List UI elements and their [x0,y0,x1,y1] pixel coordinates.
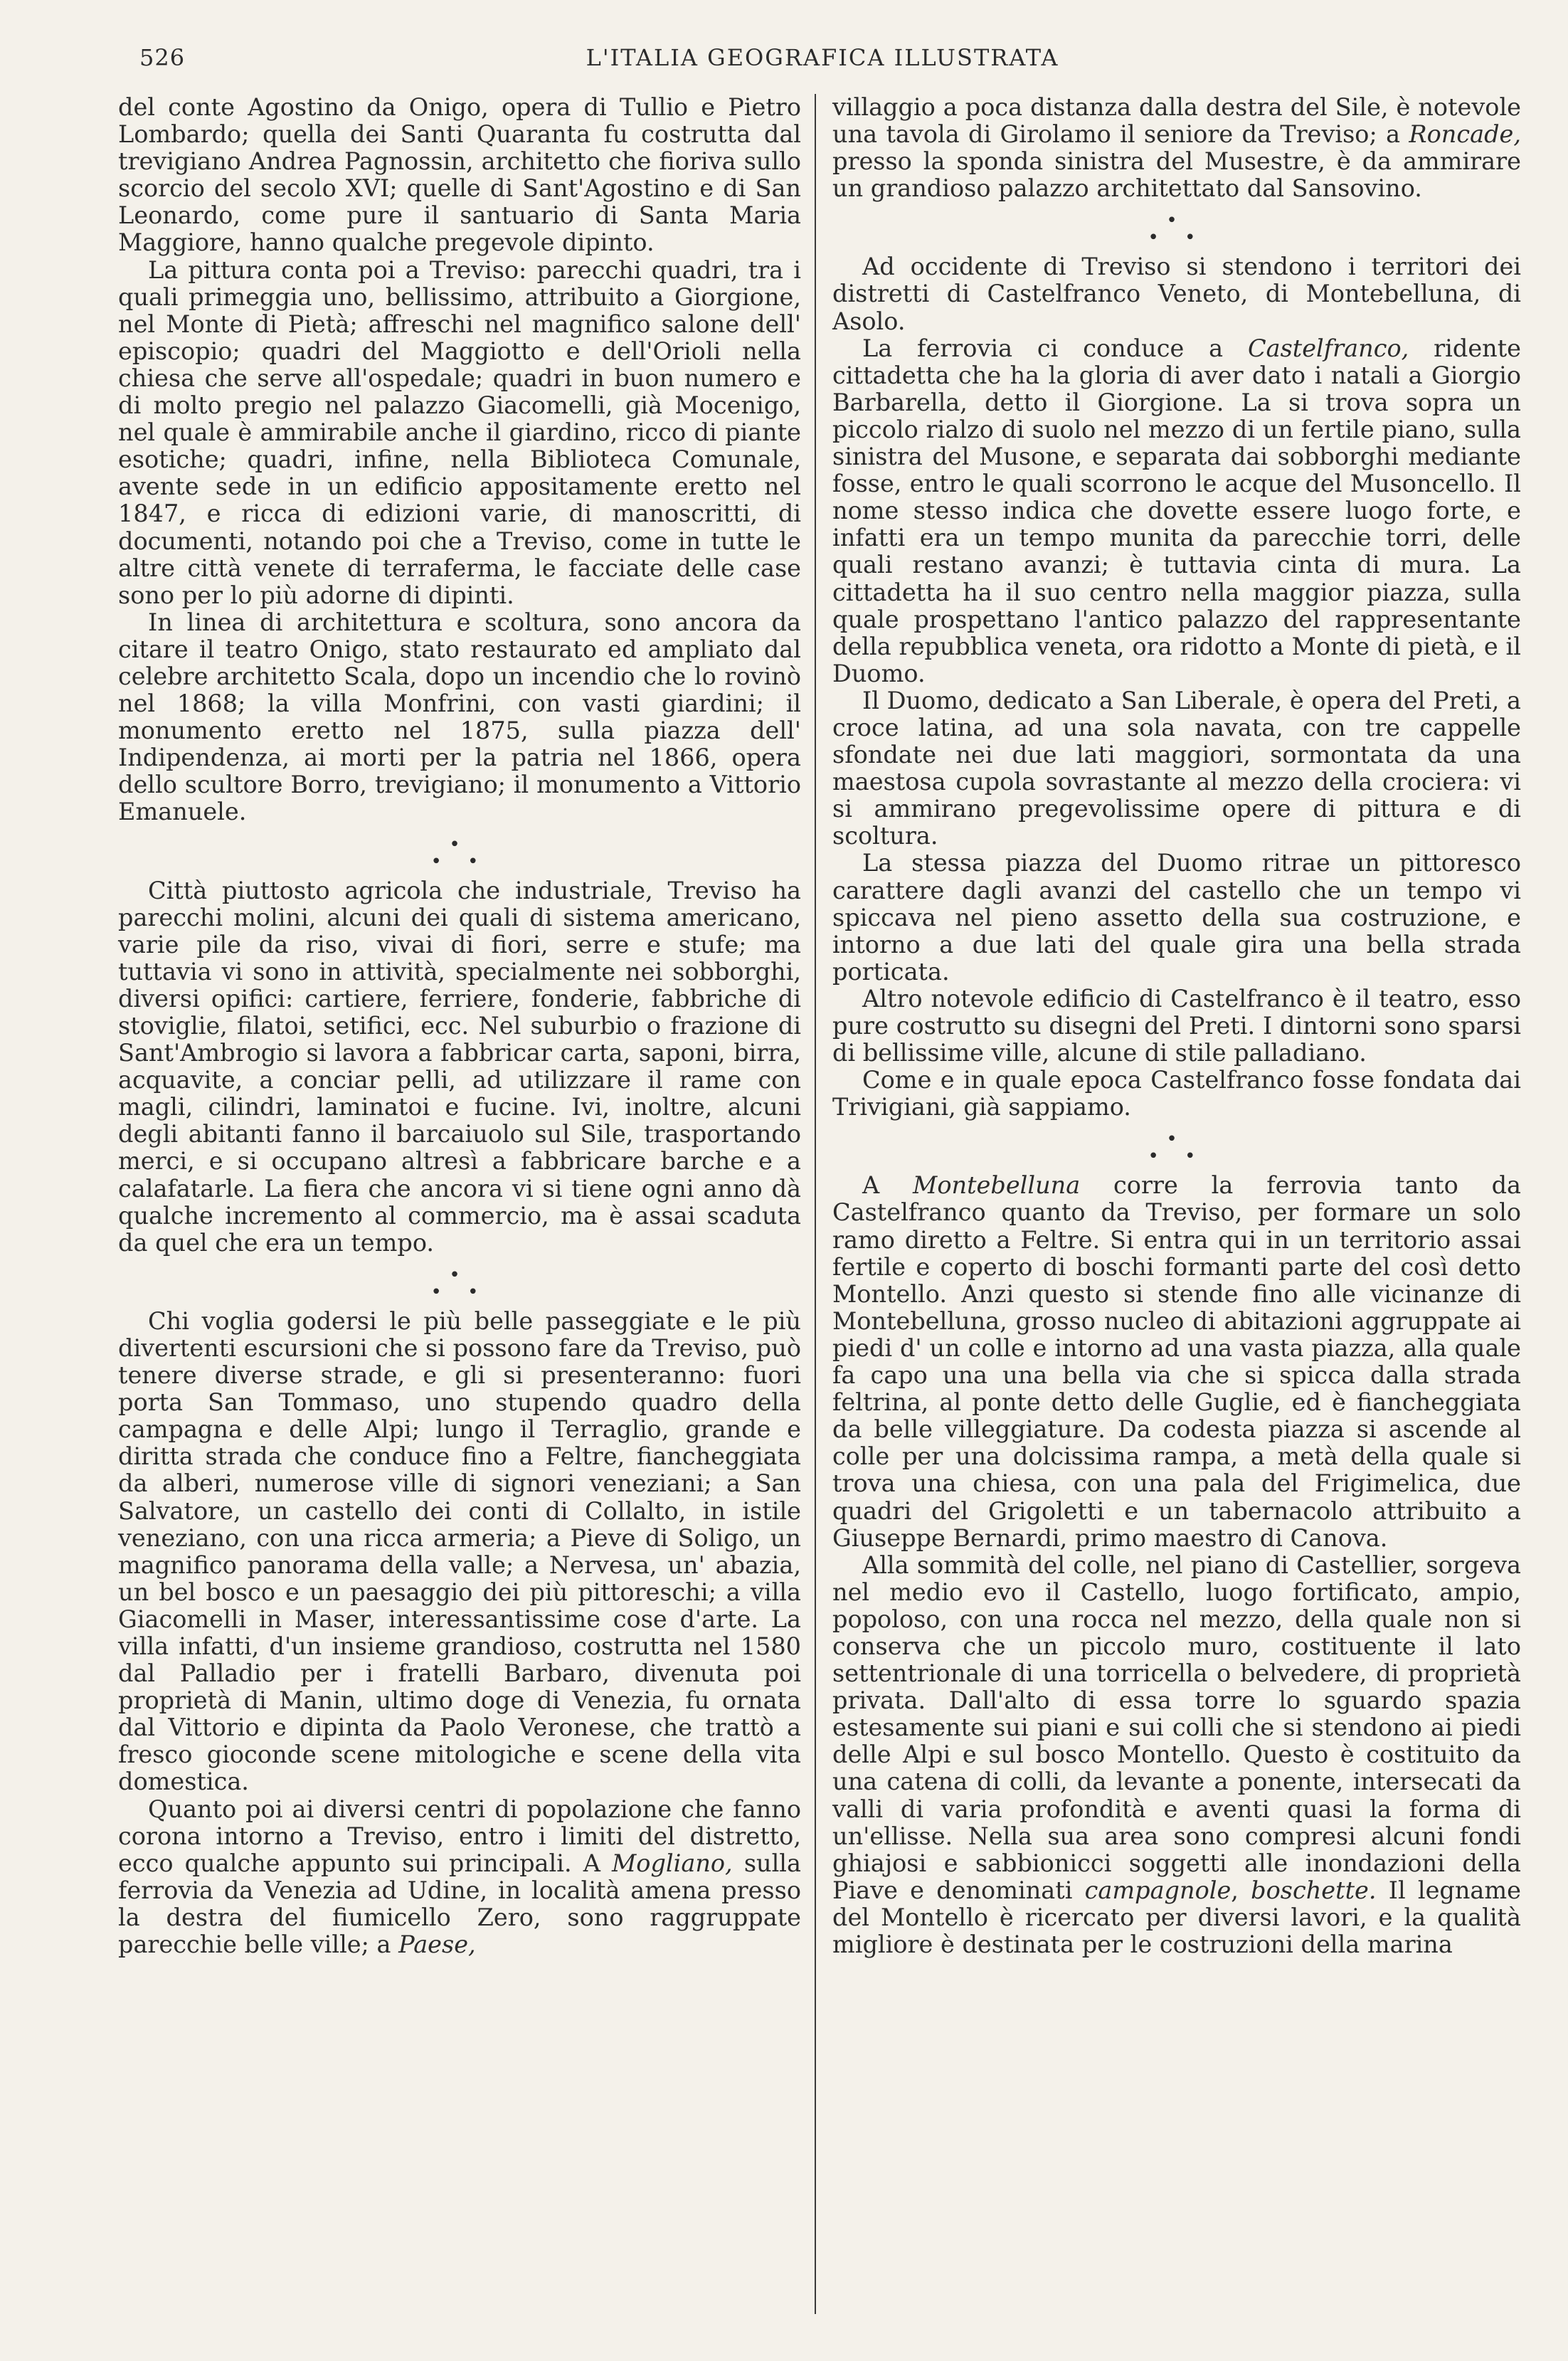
column-divider [815,94,816,2314]
paragraph [832,335,1521,687]
paragraph [832,1172,1521,1551]
paragraph: Il Duomo, dedicato a San Liberale, è opera del Preti, a croce latina, ad una sola navata, con tre cappelle sfondate nei due lati maggiori, sormontata da una maestosa cupola sovrastante al mezzo della crociera: vi si ammirano pregevolissime opere di pittura e di scoltura. [832,686,1521,850]
paragraph: In linea di architettura e scoltura, sono ancora da citare il teatro Onigo, stato restaurato ed ampliato dal celebre architetto Scala, dopo un incendio che lo rovinò nel 1868; la villa Monfrini, con vasti giardini; il monumento eretto nel 1875, sulla piazza dell' Indipendenza, ai morti per la patria nel 1866, opera dello scultore Borro, trevigiano; il monumento a Vittorio Emanuele. [118,608,801,826]
text-run: A [862,1171,913,1200]
text-run: presso la sponda sinistra del Musestre, è da ammirare un grandioso palazzo architettato dal Sansovino. [832,147,1521,203]
text-run: sulla ferrovia da Venezia ad Udine, in località amena presso la destra del fiumicello Zero, sono raggruppate parecchie belle ville; a [118,1849,801,1958]
term: campagnole [1084,1876,1231,1904]
place-name: Roncade, [1409,120,1521,149]
paragraph: La stessa piazza del Duomo ritrae un pittoresco carattere dagli avanzi del castello che un tempo vi spiccava nel pieno assetto della sua costruzione, e intorno a due lati del quale gira una bella strada porticata. [832,849,1521,986]
paragraph: Come e in quale epoca Castelfranco fosse fondata dai Trivigiani, già sappiamo. [832,1066,1521,1121]
right-column [832,94,1521,1958]
place-name: Montebelluna [913,1171,1081,1200]
running-title: L'ITALIA GEOGRAFICA ILLUSTRATA [586,44,1059,71]
page-header [139,44,1505,84]
text-run: Alla sommità del colle, nel piano di Castellier, sorgeva nel medio evo il Castello, luogo fortificato, ampio, popoloso, con una rocca nel mezzo, della quale non si conserva che un piccolo muro, costituente il lato settentrionale di una torricella o belvedere, di proprietà privata. Dall'alto di essa torre lo sguardo spazia estesamente sui piani e sui colli che si stendono ai piedi delle Alpi e sul bosco Montello. Questo è costituito da una catena di colli, da levante a ponente, intersecati da valli di varia profondità e aventi quasi la forma di un'ellisse. Nella sua area sono compresi alcuni fondi ghiajosi e sabbionicci soggetti alle inondazioni della Piave e denominati [832,1551,1521,1904]
ornament-dot: • [1166,1129,1187,1151]
text-run: Quanto poi ai diversi centri di popolazione che fanno corona intorno a Treviso, entro i limiti del distretto, ecco qualche appunto sui principali. A [118,1795,801,1877]
term: boschette. [1251,1876,1377,1904]
ornament-dots: • • [1148,1146,1206,1168]
text-run: ridente cittadetta che ha la gloria di aver dato i natali a Giorgio Barbarella, detto il Giorgione. La si trova sopra un piccolo rialzo di suolo nel mezzo di un fertile piano, sulla sinistra del Musone, e separata dai sobborghi mediante fosse, entro le quali scorrono le acque del Musoncello. Il nome stesso indica che dovette essere luogo forte, e infatti era un tempo munita da parecchie torri, delle quali restano avanzi; è tuttavia cinta di mura. La cittadetta ha il suo centro nella maggior piazza, sulla quale prospettano l'antico palazzo del rappresentante della repubblica veneta, ora ridotto a Monte di pietà, e il Duomo. [832,334,1522,687]
paragraph: Chi voglia godersi le più belle passeggiate e le più divertenti escursioni che si possono fare da Treviso, può tenere diverse strade, e gli si presenteranno: fuori porta San Tommaso, uno stupendo quadro della campagna e delle Alpi; lungo il Terraglio, grande e diritta strada che conduce fino a Feltre, fiancheggiata da alberi, numerose ville di signori veneziani; a San Salvatore, un castello dei conti di Collalto, in istile veneziano, con una ricca armeria; a Pieve di Soligo, un magnifico panorama della valle; a Nervesa, un' abazia, un bel bosco e un paesaggio dei più pittoreschi; a villa Giacomelli in Maser, interessantissime cose d'arte. La villa infatti, d'un insieme grandioso, costrutta nel 1580 dal Palladio per i fratelli Barbaro, divenuta poi proprietà di Manin, ultimo doge di Venezia, fu ornata dal Vittorio e dipinta da Paolo Veronese, che trattò a fresco gioconde scene mitologiche e scene della vita domestica. [118,1306,801,1796]
ornament-dots: • • [1148,227,1206,249]
text-run: La ferrovia ci conduce a [862,334,1248,362]
text-run: , [1231,1876,1251,1904]
paragraph [118,1796,801,1959]
paragraph [832,94,1521,202]
ornament-dots: • • [430,850,489,872]
paragraph: Città piuttosto agricola che industriale, Treviso ha parecchi molini, alcuni dei quali di sistema americano, varie pile da riso, vivai di fiori, serre e stufe; ma tuttavia vi sono in attività, specialmente nei sobborghi, diversi opifici: cartiere, ferriere, fonderie, fabbriche di stoviglie, filatoi, setifici, ecc. Nel suburbio o frazione di Sant'Ambrogio si lavora a fabbricar carta, saponi, birra, acquavite, a conciar pelli, ad utilizzare il rame con magli, cilindri, laminatoi e fucine. Ivi, inoltre, alcuni degli abitanti fanno il barcaiuolo sul Sile, trasportando merci, e si occupano altresì a fabbricare barche e a calafatarle. La fiera che ancora vi si tiene ogni anno dà qualche incremento al commercio, ma è assai scaduta da quel che era un tempo. [118,876,801,1257]
ornament-dot: • [1166,210,1187,232]
text-run: Il legname del Montello è ricercato per diversi lavori, e la qualità migliore è destinata per le costruzioni della marina [832,1876,1521,1958]
section-ornament [832,1129,1521,1168]
place-name: Mogliano, [612,1849,733,1877]
page-number: 526 [139,44,186,71]
section-ornament [118,1264,801,1303]
left-column [118,94,801,1958]
place-name: Castelfranco, [1247,334,1409,362]
ornament-dot: • [449,1264,470,1286]
paragraph: Ad occidente di Treviso si stendono i territori dei distretti di Castelfranco Veneto, di Montebelluna, di Asolo. [832,253,1521,335]
section-ornament [118,833,801,872]
ornament-dots: • • [430,1281,489,1303]
text-run: corre la ferrovia tanto da Castelfranco quanto da Treviso, per formare un solo ramo diretto a Feltre. Si entra qui in un territorio assai fertile e coperto di boschi formanti parte del così detto Montello. Anzi questo si stende fino alle vicinanze di Montebelluna, grosso nucleo di abitazioni aggruppate ai piedi d' un colle e intorno ad una vasta piazza, alla quale fa capo una una bella via che si spicca dalla strada feltrina, al ponte detto delle Guglie, ed è fiancheggiata da belle villeggiature. Da codesta piazza si ascende al colle per una dolcissima rampa, a metà della quale si trova una chiesa, con una pala del Frigimelica, due quadri del Grigoletti e un tabernacolo attribuito a Giuseppe Bernardi, primo maestro di Canova. [832,1171,1521,1552]
paragraph [832,1552,1521,1958]
section-ornament [832,210,1521,249]
paragraph: Altro notevole edificio di Castelfranco è il teatro, esso pure costrutto su disegni del Preti. I dintorni sono sparsi di bellissime ville, alcune di stile palladiano. [832,984,1521,1067]
paragraph: del conte Agostino da Onigo, opera di Tullio e Pietro Lombardo; quella dei Santi Quaranta fu costrutta dal trevigiano Andrea Pagnossin, architetto che fioriva sullo scorcio del secolo XVI; quelle di Sant'Agostino e di San Leonardo, come pure il santuario di Santa Maria Maggiore, hanno qualche pregevole dipinto. [118,93,801,257]
paragraph: La pittura conta poi a Treviso: parecchi quadri, tra i quali primeggia uno, bellissimo, attribuito a Giorgione, nel Monte di Pietà; affreschi nel magnifico salone dell' episcopio; quadri del Maggiotto e dell'Orioli nella chiesa che serve all'ospedale; quadri in buon numero e di molto pregio nel palazzo Giacomelli, già Mocenigo, nel quale è ammirabile anche il giardino, ricco di piante esotiche; quadri, infine, nella Biblioteca Comunale, avente sede in un edificio appositamente eretto nel 1847, e ricca di edizioni varie, di manoscritti, di documenti, notando poi che a Treviso, come in tutte le altre città venete di terraferma, le facciate delle case sono per lo più adorne di dipinti. [118,255,801,609]
text-run: villaggio a poca distanza dalla destra del Sile, è notevole una tavola di Girolamo il seniore da Treviso; a [832,93,1521,149]
place-name: Paese, [398,1930,476,1958]
ornament-dot: • [449,833,470,855]
